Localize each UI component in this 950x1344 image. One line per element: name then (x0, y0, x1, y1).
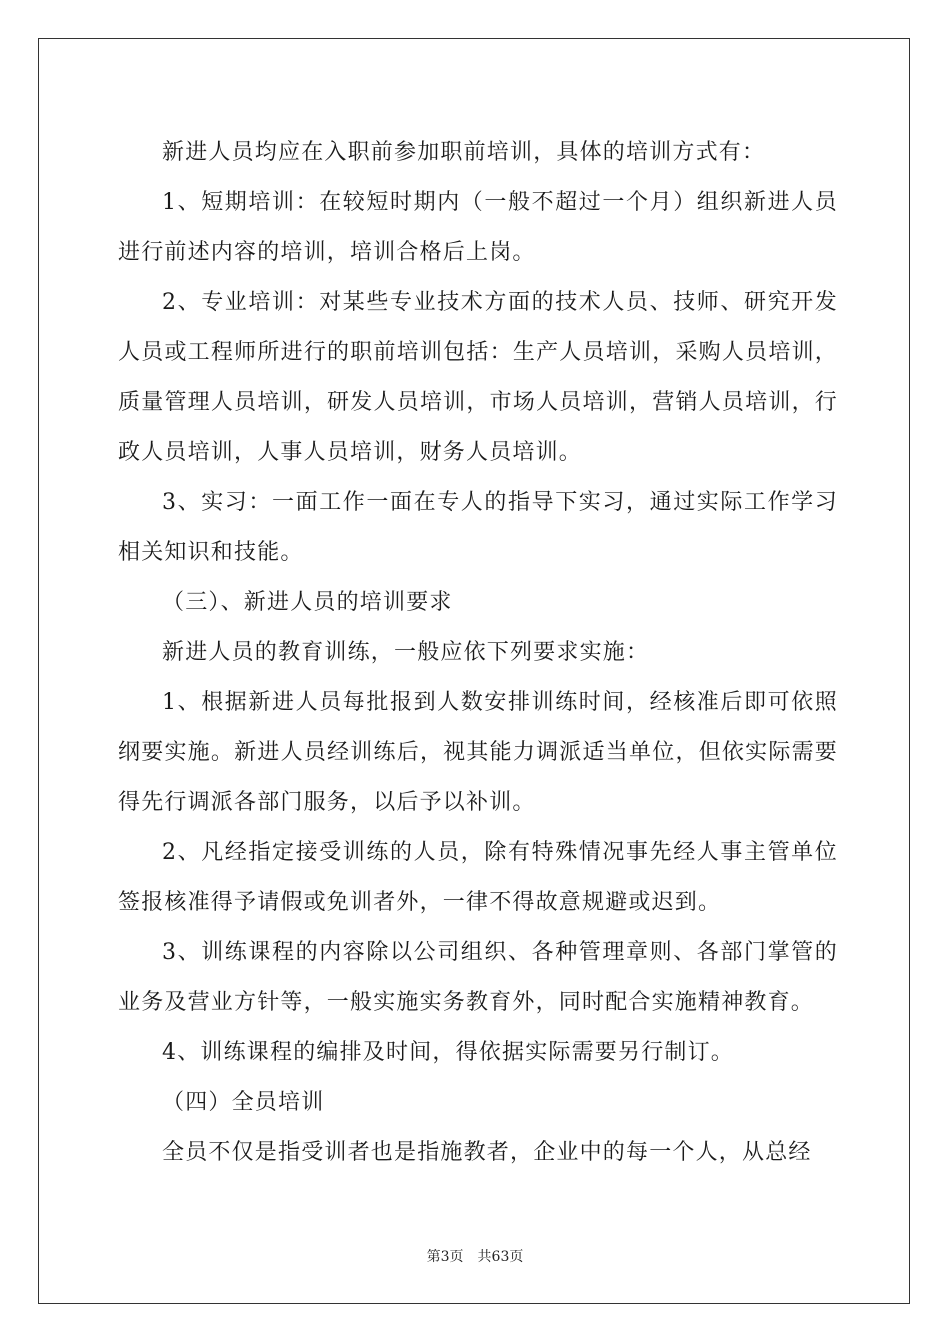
section-heading-all-staff-training: （四）全员培训 (162, 1090, 325, 1115)
paragraph-requirement-4: 4、训练课程的编排及时间，得依据实际需要另行制订。 (162, 1040, 734, 1065)
paragraph-requirements-intro: 新进人员的教育训练，一般应依下列要求实施： (162, 640, 650, 665)
paragraph-requirement-1: 1、根据新进人员每批报到人数安排训练时间，经核准后即可依照纲要实施。新进人员经训练后，视其能力调派适当单位，但依实际需要得先行调派各部门服务，以后予以补训。 (118, 690, 838, 815)
document-body (118, 128, 838, 1178)
page-footer (0, 1246, 950, 1266)
paragraph-requirement-2: 2、凡经指定接受训练的人员，除有特殊情况事先经人事主管单位签报核准得予请假或免训者外，一律不得故意规避或迟到。 (118, 840, 838, 915)
paragraph-short-term-training: 1、短期培训：在较短时期内（一般不超过一个月）组织新进人员进行前述内容的培训，培训合格后上岗。 (118, 190, 838, 265)
page-number: 第3页 (426, 1249, 464, 1265)
paragraph-professional-training: 2、专业培训：对某些专业技术方面的技术人员、技师、研究开发人员或工程师所进行的职前培训包括：生产人员培训，采购人员培训，质量管理人员培训，研发人员培训，市场人员培训，营销人员培训，行政人员培训，人事人员培训，财务人员培训。 (118, 290, 838, 465)
paragraph-intro: 新进人员均应在入职前参加职前培训，具体的培训方式有： (162, 140, 766, 165)
section-heading-new-staff-requirements: （三）、新进人员的培训要求 (162, 590, 453, 615)
paragraph-requirement-3: 3、训练课程的内容除以公司组织、各种管理章则、各部门掌管的业务及营业方针等，一般实施实务教育外，同时配合实施精神教育。 (118, 940, 838, 1015)
paragraph-internship: 3、实习：一面工作一面在专人的指导下实习，通过实际工作学习相关知识和技能。 (118, 490, 838, 565)
paragraph-all-staff: 全员不仅是指受训者也是指施教者，企业中的每一个人，从总经 (162, 1140, 812, 1165)
total-pages: 共63页 (477, 1249, 524, 1265)
